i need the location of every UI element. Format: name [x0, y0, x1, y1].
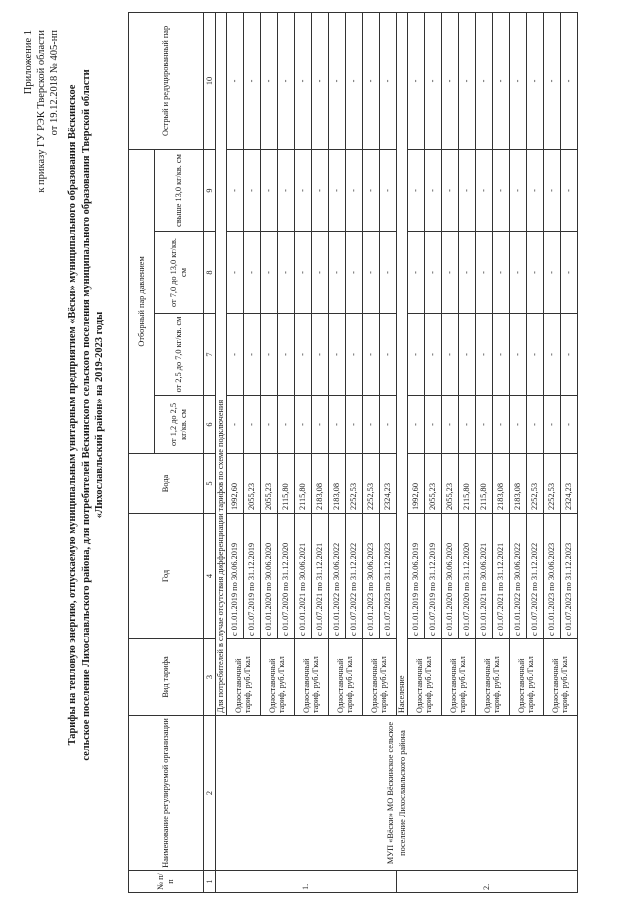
water-value: 2115,80	[295, 454, 312, 514]
empty-value: -	[459, 149, 476, 231]
empty-value: -	[380, 396, 397, 454]
empty-value: -	[561, 149, 578, 231]
column-number: 7	[204, 314, 216, 396]
period-cell: с 01.07.2020 по 31.12.2020	[278, 514, 295, 639]
period-cell: с 01.07.2019 по 31.12.2019	[244, 514, 261, 639]
title-line: сельское поселение Лихославльского района, для потребителей Вёскинского сельского поселения муниципального образования Тверской области	[80, 69, 92, 761]
water-value: 2183,08	[510, 454, 527, 514]
empty-value: -	[476, 314, 493, 396]
empty-value: -	[476, 12, 493, 149]
empty-value: -	[442, 12, 459, 149]
column-number: 1	[204, 871, 216, 893]
empty-value: -	[408, 396, 425, 454]
empty-value: -	[425, 232, 442, 314]
empty-value: -	[295, 396, 312, 454]
empty-value: -	[527, 149, 544, 231]
empty-value: -	[380, 12, 397, 149]
header-pressure-1: от 1,2 до 2,5 кг/кв. см	[155, 396, 204, 454]
empty-value: -	[527, 12, 544, 149]
empty-value: -	[442, 396, 459, 454]
title-line: Тарифы на тепловую энергию, отпускаемую муниципальным унитарным предприятием «Вёски» муниципального образования Вёскинское	[67, 84, 78, 746]
water-value: 2183,08	[329, 454, 346, 514]
header-org: Наименование регулируемой организации	[129, 716, 204, 871]
column-number-row	[204, 12, 216, 892]
empty-value: -	[244, 149, 261, 231]
empty-value: -	[261, 232, 278, 314]
empty-value: -	[261, 149, 278, 231]
empty-value: -	[408, 232, 425, 314]
header-pressure-4: свыше 13,0 кг/кв. см	[155, 149, 204, 231]
empty-value: -	[442, 232, 459, 314]
empty-value: -	[227, 12, 244, 149]
empty-value: -	[476, 396, 493, 454]
period-cell: с 01.01.2019 по 30.06.2019	[227, 514, 244, 639]
appendix-line: Приложение 1	[23, 30, 34, 95]
period-cell: с 01.01.2023 по 30.06.2023	[363, 514, 380, 639]
period-cell: с 01.01.2022 по 30.06.2022	[329, 514, 346, 639]
header-sharp-steam: Острый и редуцированный пар	[129, 12, 204, 149]
empty-value: -	[493, 396, 510, 454]
tariff-type: Одноставочный тариф, руб./Гкал	[363, 639, 397, 716]
period-cell: с 01.07.2023 по 31.12.2023	[561, 514, 578, 639]
appendix-line: от 19.12.2018 № 405-нп	[49, 30, 60, 136]
column-number: 6	[204, 396, 216, 454]
empty-value: -	[425, 149, 442, 231]
document-title	[66, 15, 107, 815]
tariff-type: Одноставочный тариф, руб./Гкал	[442, 639, 476, 716]
empty-value: -	[510, 232, 527, 314]
empty-value: -	[244, 12, 261, 149]
empty-value: -	[261, 396, 278, 454]
period-cell: с 01.07.2021 по 31.12.2021	[312, 514, 329, 639]
column-number: 3	[204, 639, 216, 716]
empty-value: -	[510, 314, 527, 396]
empty-value: -	[363, 149, 380, 231]
empty-value: -	[312, 232, 329, 314]
water-value: 2324,23	[561, 454, 578, 514]
water-value: 2183,08	[312, 454, 329, 514]
period-cell: с 01.01.2023 по 30.06.2023	[544, 514, 561, 639]
empty-value: -	[227, 396, 244, 454]
period-cell: с 01.01.2021 по 30.06.2021	[476, 514, 493, 639]
empty-value: -	[459, 396, 476, 454]
header-year: Год	[129, 514, 204, 639]
water-value: 2055,23	[261, 454, 278, 514]
empty-value: -	[561, 314, 578, 396]
organization-name: МУП «Вёски» МО Вёскинское сельское поселение Лихославльского района	[216, 716, 578, 871]
period-cell: с 01.07.2022 по 31.12.2022	[346, 514, 363, 639]
empty-value: -	[312, 314, 329, 396]
empty-value: -	[493, 314, 510, 396]
period-cell: с 01.07.2020 по 31.12.2020	[459, 514, 476, 639]
empty-value: -	[493, 232, 510, 314]
empty-value: -	[493, 12, 510, 149]
empty-value: -	[295, 149, 312, 231]
water-value: 2252,53	[363, 454, 380, 514]
group-title: Население	[397, 12, 408, 715]
empty-value: -	[363, 396, 380, 454]
empty-value: -	[493, 149, 510, 231]
empty-value: -	[278, 232, 295, 314]
empty-value: -	[295, 12, 312, 149]
header-steam-group: Отборный пар давлением	[129, 149, 155, 453]
empty-value: -	[408, 149, 425, 231]
empty-value: -	[346, 314, 363, 396]
title-line: «Лихославльский район» на 2019-2023 годы	[94, 311, 105, 519]
period-cell: с 01.01.2021 по 30.06.2021	[295, 514, 312, 639]
empty-value: -	[561, 232, 578, 314]
empty-value: -	[278, 149, 295, 231]
empty-value: -	[346, 149, 363, 231]
empty-value: -	[278, 12, 295, 149]
tariff-type: Одноставочный тариф, руб./Гкал	[476, 639, 510, 716]
appendix-note	[22, 30, 61, 193]
water-value: 1992,60	[408, 454, 425, 514]
period-cell: с 01.07.2023 по 31.12.2023	[380, 514, 397, 639]
empty-value: -	[425, 12, 442, 149]
water-value: 2252,53	[346, 454, 363, 514]
water-value: 2115,80	[278, 454, 295, 514]
empty-value: -	[527, 232, 544, 314]
water-value: 2252,53	[527, 454, 544, 514]
group-title: Для потребителей в случае отсутствия дифференциации тарифов по схеме подключения	[216, 12, 227, 715]
period-cell: с 01.07.2019 по 31.12.2019	[425, 514, 442, 639]
empty-value: -	[425, 396, 442, 454]
water-value: 2055,23	[244, 454, 261, 514]
empty-value: -	[408, 314, 425, 396]
column-number: 10	[204, 12, 216, 149]
empty-value: -	[544, 232, 561, 314]
group-number: 1.	[216, 871, 397, 893]
empty-value: -	[329, 12, 346, 149]
period-cell: с 01.07.2021 по 31.12.2021	[493, 514, 510, 639]
empty-value: -	[561, 396, 578, 454]
group-header-row	[216, 12, 227, 892]
period-cell: с 01.01.2020 по 30.06.2020	[261, 514, 278, 639]
empty-value: -	[329, 149, 346, 231]
empty-value: -	[346, 232, 363, 314]
tariff-type: Одноставочный тариф, руб./Гкал	[408, 639, 442, 716]
empty-value: -	[346, 12, 363, 149]
empty-value: -	[227, 314, 244, 396]
empty-value: -	[312, 12, 329, 149]
empty-value: -	[442, 149, 459, 231]
appendix-line: к приказу ГУ РЭК Тверской области	[36, 30, 47, 193]
water-value: 2115,80	[476, 454, 493, 514]
empty-value: -	[459, 12, 476, 149]
empty-value: -	[363, 12, 380, 149]
empty-value: -	[295, 232, 312, 314]
column-number: 2	[204, 716, 216, 871]
empty-value: -	[510, 396, 527, 454]
header-row	[129, 12, 155, 892]
empty-value: -	[425, 314, 442, 396]
header-tariff-type: Вид тарифа	[129, 639, 204, 716]
water-value: 2183,08	[493, 454, 510, 514]
water-value: 1992,60	[227, 454, 244, 514]
empty-value: -	[510, 149, 527, 231]
empty-value: -	[459, 232, 476, 314]
tariff-table	[128, 12, 578, 893]
tariff-type: Одноставочный тариф, руб./Гкал	[261, 639, 295, 716]
empty-value: -	[544, 12, 561, 149]
empty-value: -	[261, 314, 278, 396]
water-value: 2055,23	[425, 454, 442, 514]
period-cell: с 01.07.2022 по 31.12.2022	[527, 514, 544, 639]
tariff-type: Одноставочный тариф, руб./Гкал	[510, 639, 544, 716]
table-body	[216, 12, 578, 892]
empty-value: -	[244, 232, 261, 314]
empty-value: -	[510, 12, 527, 149]
empty-value: -	[527, 396, 544, 454]
empty-value: -	[544, 396, 561, 454]
empty-value: -	[329, 232, 346, 314]
empty-value: -	[527, 314, 544, 396]
empty-value: -	[476, 232, 493, 314]
header-num: № п/п	[129, 871, 204, 893]
empty-value: -	[459, 314, 476, 396]
empty-value: -	[363, 232, 380, 314]
period-cell: с 01.01.2019 по 30.06.2019	[408, 514, 425, 639]
period-cell: с 01.01.2022 по 30.06.2022	[510, 514, 527, 639]
column-number: 4	[204, 514, 216, 639]
water-value: 2324,23	[380, 454, 397, 514]
column-number: 8	[204, 232, 216, 314]
tariff-type: Одноставочный тариф, руб./Гкал	[544, 639, 578, 716]
empty-value: -	[380, 314, 397, 396]
empty-value: -	[408, 12, 425, 149]
water-value: 2252,53	[544, 454, 561, 514]
empty-value: -	[380, 149, 397, 231]
empty-value: -	[346, 396, 363, 454]
empty-value: -	[227, 149, 244, 231]
water-value: 2055,23	[442, 454, 459, 514]
empty-value: -	[312, 396, 329, 454]
empty-value: -	[329, 314, 346, 396]
empty-value: -	[244, 396, 261, 454]
group-number: 2.	[397, 871, 578, 893]
column-number: 5	[204, 454, 216, 514]
header-pressure-3: от 7,0 до 13,0 кг/кв. см	[155, 232, 204, 314]
empty-value: -	[244, 314, 261, 396]
empty-value: -	[329, 396, 346, 454]
empty-value: -	[278, 396, 295, 454]
empty-value: -	[312, 149, 329, 231]
empty-value: -	[544, 314, 561, 396]
water-value: 2115,80	[459, 454, 476, 514]
header-pressure-2: от 2,5 до 7,0 кг/кв. см	[155, 314, 204, 396]
tariff-type: Одноставочный тариф, руб./Гкал	[329, 639, 363, 716]
empty-value: -	[544, 149, 561, 231]
empty-value: -	[278, 314, 295, 396]
empty-value: -	[227, 232, 244, 314]
period-cell: с 01.01.2020 по 30.06.2020	[442, 514, 459, 639]
empty-value: -	[476, 149, 493, 231]
empty-value: -	[380, 232, 397, 314]
header-water: Вода	[129, 454, 204, 514]
empty-value: -	[295, 314, 312, 396]
empty-value: -	[261, 12, 278, 149]
column-number: 9	[204, 149, 216, 231]
tariff-type: Одноставочный тариф, руб./Гкал	[295, 639, 329, 716]
tariff-type: Одноставочный тариф, руб./Гкал	[227, 639, 261, 716]
empty-value: -	[442, 314, 459, 396]
empty-value: -	[561, 12, 578, 149]
empty-value: -	[363, 314, 380, 396]
